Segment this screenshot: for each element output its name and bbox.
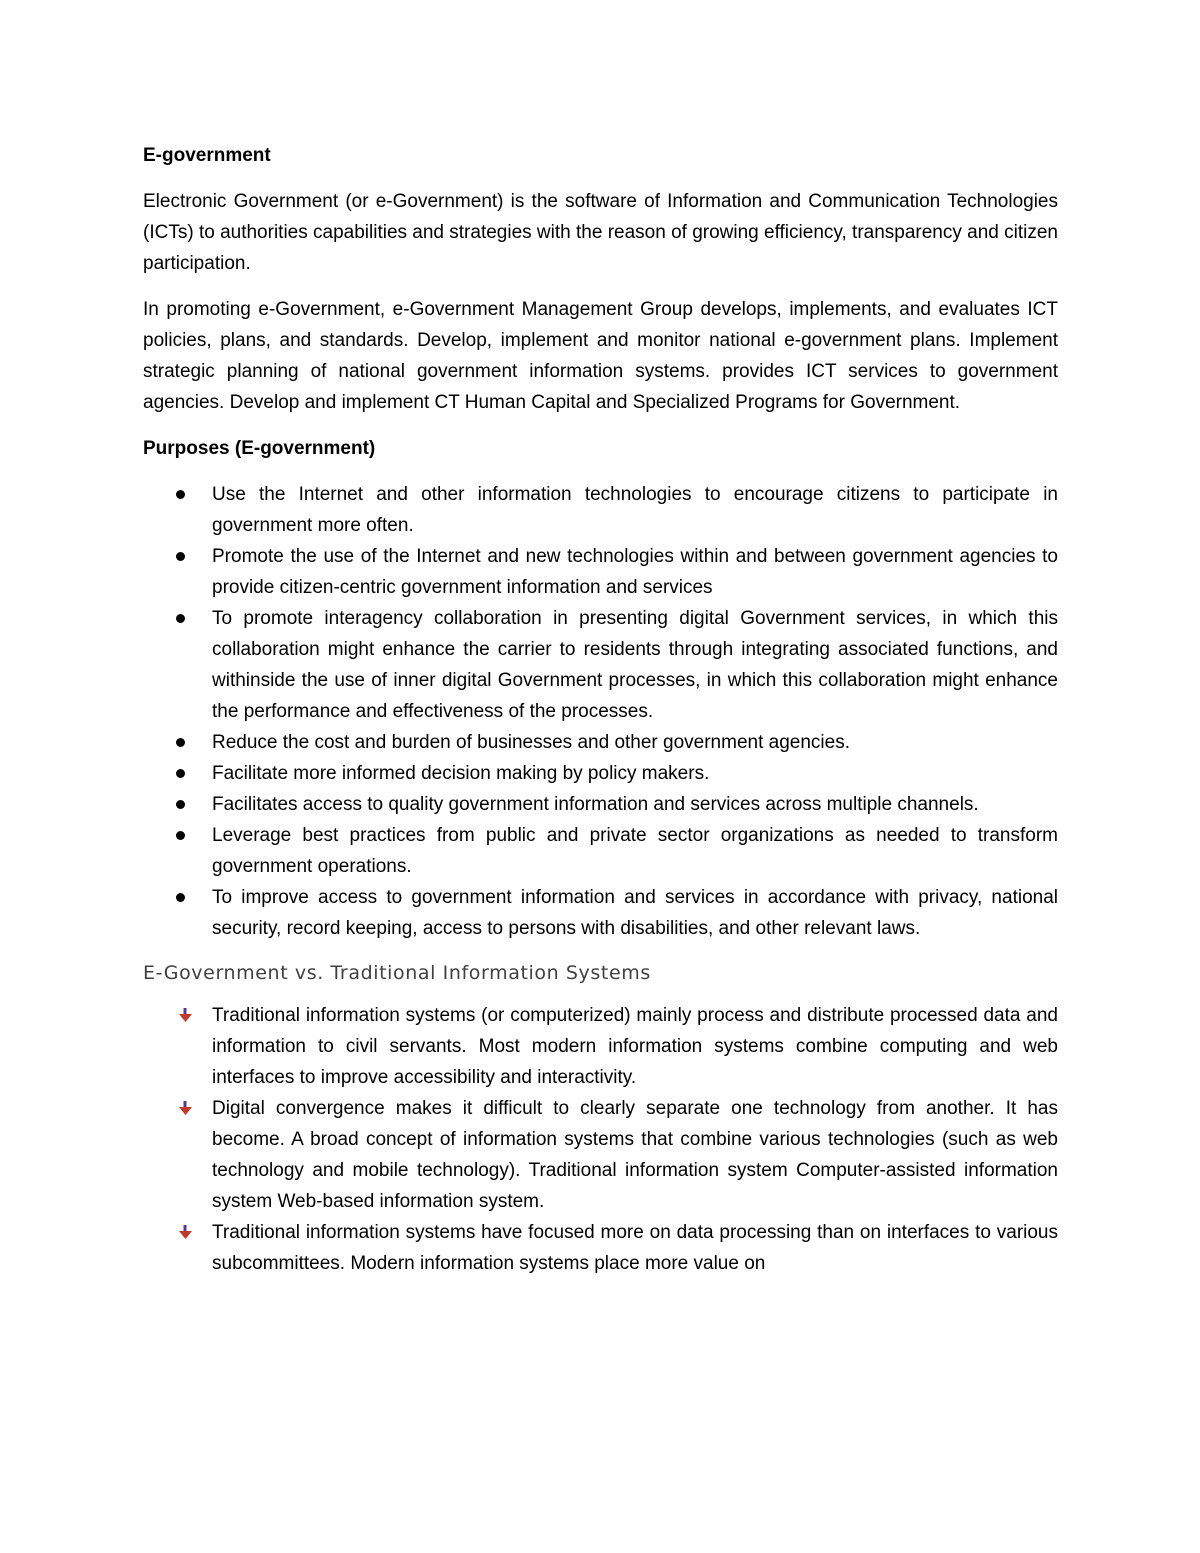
bullet-dot-icon [176,552,185,561]
list-item [143,1093,1058,1217]
list-item [143,541,1058,603]
list-item [143,1217,1058,1279]
list-item-text: Facilitate more informed decision making by policy makers. [212,763,710,784]
list-item-text: Traditional information systems have focused more on data processing than on interfaces to various subcommittees. Modern information systems place more value on [212,1222,1058,1274]
list-item [143,1000,1058,1093]
arrow-down-bullet-icon [179,1101,192,1115]
list-item-text: Promote the use of the Internet and new technologies within and between government agencies to provide citizen-centric government information and services [212,546,1058,598]
management-paragraph: In promoting e-Government, e-Government Management Group develops, implements, and evaluates ICT policies, plans, and standards. Develop, implement and monitor national e-government plans. Implement strategic planning of national government information systems. provides ICT services to government agencies. Develop and implement CT Human Capital and Specialized Programs for Government. [143,299,1058,413]
list-item-text: Use the Internet and other information technologies to encourage citizens to participate in government more often. [212,484,1058,536]
list-item [143,758,1058,789]
list-item-text: To improve access to government information and services in accordance with privacy, national security, record keeping, access to persons with disabilities, and other relevant laws. [212,887,1058,939]
arrow-down-bullet-icon [179,1225,192,1239]
purposes-heading: Purposes (E-government) [143,438,376,459]
purposes-list [143,479,1058,944]
bullet-dot-icon [176,614,185,623]
list-item-text: To promote interagency collaboration in presenting digital Government services, in which this collaboration might enhance the carrier to residents through integrating associated functions, and withinside the use of inner digital Government processes, in which this collaboration might enhance the performance and effectiveness of the processes. [212,608,1058,722]
document-title: E-government [143,145,271,166]
list-item-text: Facilitates access to quality government information and services across multiple channels. [212,794,979,815]
bullet-dot-icon [176,831,185,840]
list-item [143,882,1058,944]
list-item [143,603,1058,727]
section-heading: E-Government vs. Traditional Information Systems [143,962,651,984]
bullet-dot-icon [176,738,185,747]
list-item [143,479,1058,541]
bullet-dot-icon [176,893,185,902]
arrow-down-bullet-icon [179,1008,192,1022]
bullet-dot-icon [176,769,185,778]
document-page [143,140,1058,1279]
list-item-text: Leverage best practices from public and private sector organizations as needed to transform government operations. [212,825,1058,877]
list-item-text: Reduce the cost and burden of businesses and other government agencies. [212,732,850,753]
bullet-dot-icon [176,490,185,499]
comparison-list [143,1000,1058,1279]
list-item-text: Digital convergence makes it difficult to clearly separate one technology from another. It has become. A broad concept of information systems that combine various technologies (such as web technology and mobile technology). Traditional information system Computer-assisted information system Web-based information system. [212,1098,1058,1212]
bullet-dot-icon [176,800,185,809]
list-item-text: Traditional information systems (or computerized) mainly process and distribute processed data and information to civil servants. Most modern information systems combine computing and web interfaces to improve accessibility and interactivity. [212,1005,1058,1088]
intro-paragraph: Electronic Government (or e-Government) is the software of Information and Communication Technologies (ICTs) to authorities capabilities and strategies with the reason of growing efficiency, transparency and citizen participation. [143,191,1058,274]
list-item [143,789,1058,820]
list-item [143,727,1058,758]
list-item [143,820,1058,882]
